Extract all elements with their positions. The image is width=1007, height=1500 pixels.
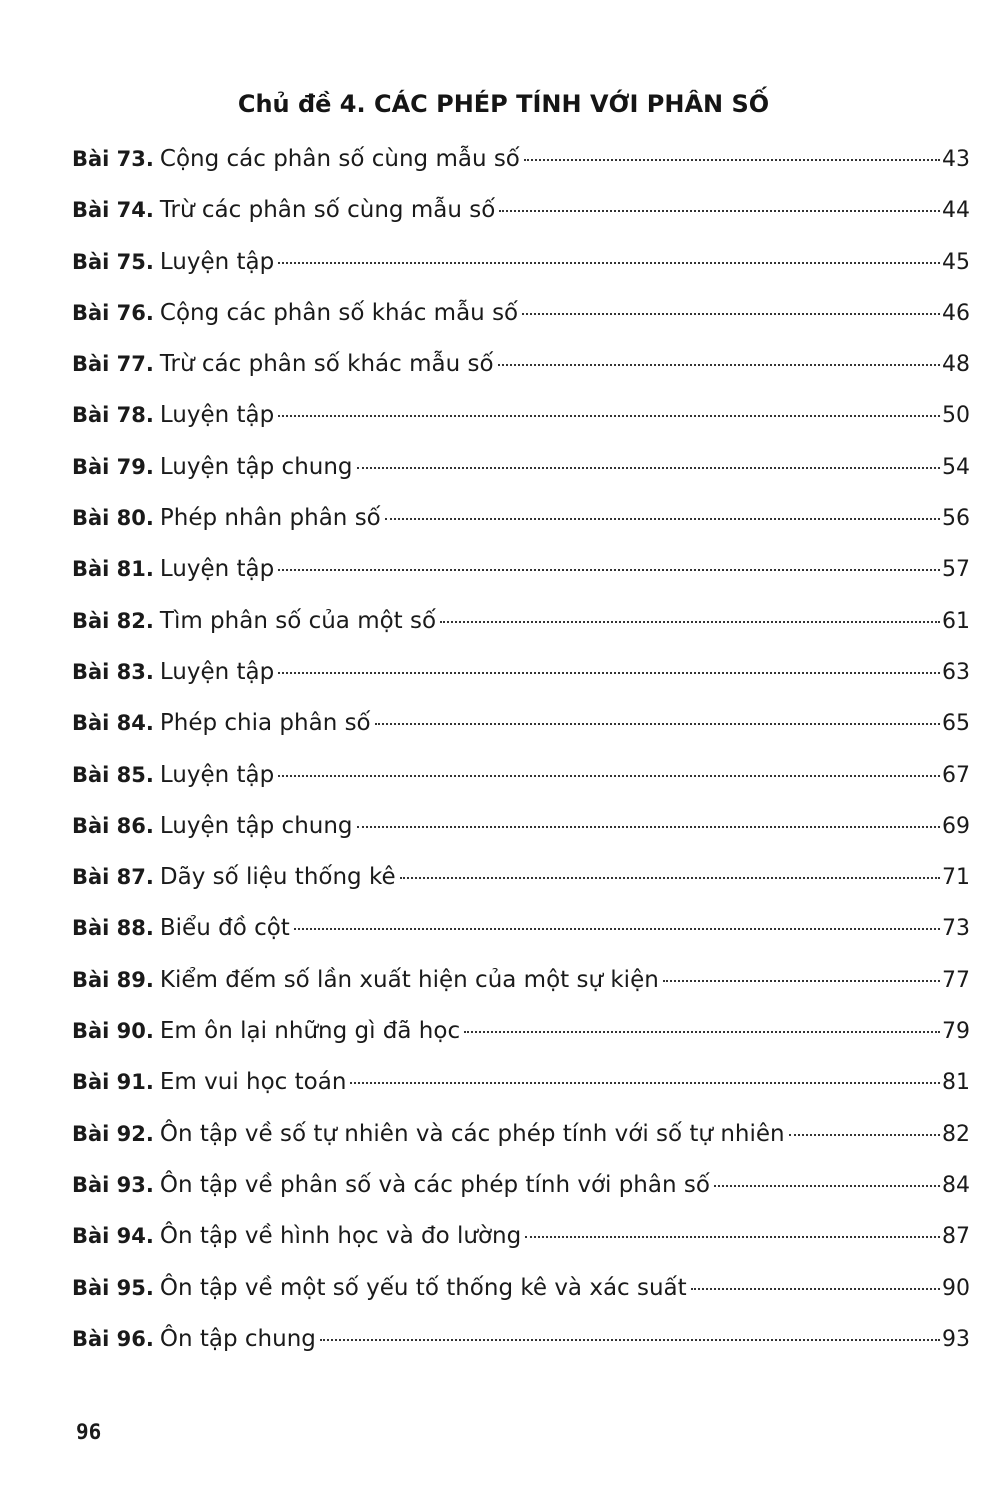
lesson-title: Cộng các phân số cùng mẫu số bbox=[159, 146, 520, 172]
lesson-title: Kiểm đếm số lần xuất hiện của một sự kiện bbox=[159, 966, 659, 993]
page-number: 67 bbox=[942, 762, 970, 788]
lesson-number: Bài 78. bbox=[72, 403, 154, 428]
toc-entry[interactable] bbox=[72, 193, 970, 244]
lesson-number: Bài 91. bbox=[72, 1070, 154, 1095]
lesson-title: Ôn tập về phân số và các phép tính với phân số bbox=[159, 1171, 710, 1198]
dot-leader bbox=[498, 364, 940, 366]
dot-leader bbox=[278, 415, 940, 417]
lesson-title: Tìm phân số của một số bbox=[159, 607, 437, 634]
toc-entry[interactable] bbox=[72, 911, 970, 962]
page-number: 46 bbox=[942, 300, 970, 326]
lesson-title: Phép nhân phân số bbox=[159, 505, 381, 532]
page-number: 87 bbox=[942, 1224, 970, 1250]
lesson-title: Dãy số liệu thống kê bbox=[159, 864, 396, 891]
dot-leader bbox=[525, 1236, 940, 1238]
lesson-number: Bài 82. bbox=[72, 608, 154, 633]
toc-entry[interactable] bbox=[72, 347, 970, 398]
toc-entry[interactable] bbox=[72, 142, 970, 193]
lesson-title: Trừ các phân số cùng mẫu số bbox=[159, 197, 496, 224]
toc-entry[interactable] bbox=[72, 758, 970, 809]
toc-entry[interactable] bbox=[72, 398, 970, 449]
lesson-title: Em vui học toán bbox=[159, 1069, 347, 1096]
page-number: 82 bbox=[942, 1121, 970, 1147]
lesson-number: Bài 76. bbox=[72, 300, 154, 325]
page-number: 56 bbox=[942, 506, 970, 532]
lesson-title: Luyện tập chung bbox=[159, 453, 353, 480]
dot-leader bbox=[663, 980, 940, 982]
lesson-number: Bài 84. bbox=[72, 711, 154, 736]
lesson-title: Cộng các phân số khác mẫu số bbox=[159, 299, 519, 326]
lesson-number: Bài 77. bbox=[72, 352, 154, 377]
toc-entry[interactable] bbox=[72, 1168, 970, 1219]
dot-leader bbox=[440, 621, 940, 623]
lesson-number: Bài 90. bbox=[72, 1019, 154, 1044]
page-number: 54 bbox=[942, 454, 970, 480]
toc-entry[interactable] bbox=[72, 655, 970, 706]
dot-leader bbox=[464, 1031, 940, 1033]
chapter-title: Chủ đề 4. CÁC PHÉP TÍNH VỚI PHÂN SỐ bbox=[237, 90, 770, 118]
lesson-number: Bài 85. bbox=[72, 762, 154, 787]
dot-leader bbox=[400, 877, 940, 879]
toc-entry[interactable] bbox=[72, 706, 970, 757]
page-number: 71 bbox=[942, 865, 970, 891]
toc-entry[interactable] bbox=[72, 552, 970, 603]
dot-leader bbox=[691, 1288, 940, 1290]
lesson-number: Bài 92. bbox=[72, 1121, 154, 1146]
toc-entry[interactable] bbox=[72, 296, 970, 347]
page-number: 65 bbox=[942, 711, 970, 737]
lesson-title: Luyện tập bbox=[159, 658, 275, 685]
toc-entry[interactable] bbox=[72, 1065, 970, 1116]
dot-leader bbox=[278, 672, 940, 674]
dot-leader bbox=[278, 775, 940, 777]
dot-leader bbox=[278, 262, 940, 264]
lesson-title: Luyện tập chung bbox=[159, 812, 353, 839]
toc-entry[interactable] bbox=[72, 1271, 970, 1322]
page-number: 48 bbox=[942, 352, 970, 378]
lesson-title: Em ôn lại những gì đã học bbox=[159, 1018, 461, 1045]
toc-entry[interactable] bbox=[72, 809, 970, 860]
dot-leader bbox=[357, 467, 940, 469]
page-number: 73 bbox=[942, 916, 970, 942]
lesson-title: Luyện tập bbox=[159, 761, 275, 788]
dot-leader bbox=[789, 1134, 940, 1136]
lesson-number: Bài 88. bbox=[72, 916, 154, 941]
toc-entry[interactable] bbox=[72, 1014, 970, 1065]
page-number: 63 bbox=[942, 659, 970, 685]
page-number: 45 bbox=[942, 249, 970, 275]
page-number: 93 bbox=[942, 1326, 970, 1352]
lesson-title: Ôn tập về hình học và đo lường bbox=[159, 1223, 522, 1250]
lesson-number: Bài 93. bbox=[72, 1172, 154, 1197]
lesson-title: Ôn tập về một số yếu tố thống kê và xác suất bbox=[159, 1274, 687, 1301]
dot-leader bbox=[714, 1185, 940, 1187]
lesson-title: Luyện tập bbox=[159, 248, 275, 275]
toc-entry[interactable] bbox=[72, 245, 970, 296]
lesson-number: Bài 75. bbox=[72, 249, 154, 274]
lesson-title: Phép chia phân số bbox=[159, 710, 371, 737]
toc-entry[interactable] bbox=[72, 450, 970, 501]
page-number: 57 bbox=[942, 557, 970, 583]
lesson-title: Luyện tập bbox=[159, 556, 275, 583]
page-number: 79 bbox=[942, 1019, 970, 1045]
footer-page-number: 96 bbox=[76, 1420, 102, 1444]
dot-leader bbox=[294, 928, 940, 930]
toc-entry[interactable] bbox=[72, 501, 970, 552]
lesson-number: Bài 94. bbox=[72, 1224, 154, 1249]
dot-leader bbox=[350, 1082, 940, 1084]
lesson-number: Bài 87. bbox=[72, 865, 154, 890]
dot-leader bbox=[499, 210, 940, 212]
lesson-number: Bài 81. bbox=[72, 557, 154, 582]
lesson-number: Bài 96. bbox=[72, 1326, 154, 1351]
toc-entry[interactable] bbox=[72, 1219, 970, 1270]
lesson-title: Luyện tập bbox=[159, 402, 275, 429]
lesson-title: Ôn tập về số tự nhiên và các phép tính với số tự nhiên bbox=[159, 1120, 785, 1147]
toc-entry[interactable] bbox=[72, 1117, 970, 1168]
page-number: 77 bbox=[942, 967, 970, 993]
page-number: 61 bbox=[942, 608, 970, 634]
dot-leader bbox=[385, 518, 940, 520]
page-number: 44 bbox=[942, 198, 970, 224]
toc-entry[interactable] bbox=[72, 860, 970, 911]
lesson-title: Trừ các phân số khác mẫu số bbox=[159, 351, 494, 378]
page-number: 50 bbox=[942, 403, 970, 429]
toc-entry[interactable] bbox=[72, 963, 970, 1014]
lesson-number: Bài 95. bbox=[72, 1275, 154, 1300]
toc-entry[interactable] bbox=[72, 604, 970, 655]
lesson-number: Bài 80. bbox=[72, 506, 154, 531]
dot-leader bbox=[320, 1339, 940, 1341]
page-number: 43 bbox=[942, 147, 970, 172]
lesson-number: Bài 74. bbox=[72, 198, 154, 223]
page-number: 81 bbox=[942, 1070, 970, 1096]
lesson-number: Bài 89. bbox=[72, 967, 154, 992]
dot-leader bbox=[357, 826, 940, 828]
dot-leader bbox=[524, 159, 940, 161]
lesson-number: Bài 73. bbox=[72, 147, 154, 171]
lesson-number: Bài 83. bbox=[72, 659, 154, 684]
lesson-title: Biểu đồ cột bbox=[159, 915, 290, 942]
page-number: 69 bbox=[942, 813, 970, 839]
page-number: 90 bbox=[942, 1275, 970, 1301]
page-number: 84 bbox=[942, 1172, 970, 1198]
lesson-title: Ôn tập chung bbox=[159, 1325, 316, 1352]
lesson-number: Bài 86. bbox=[72, 813, 154, 838]
dot-leader bbox=[278, 569, 940, 571]
lesson-number: Bài 79. bbox=[72, 454, 154, 479]
dot-leader bbox=[375, 723, 940, 725]
toc-entry[interactable] bbox=[72, 1322, 970, 1373]
table-of-contents bbox=[72, 142, 970, 1373]
dot-leader bbox=[522, 313, 940, 315]
